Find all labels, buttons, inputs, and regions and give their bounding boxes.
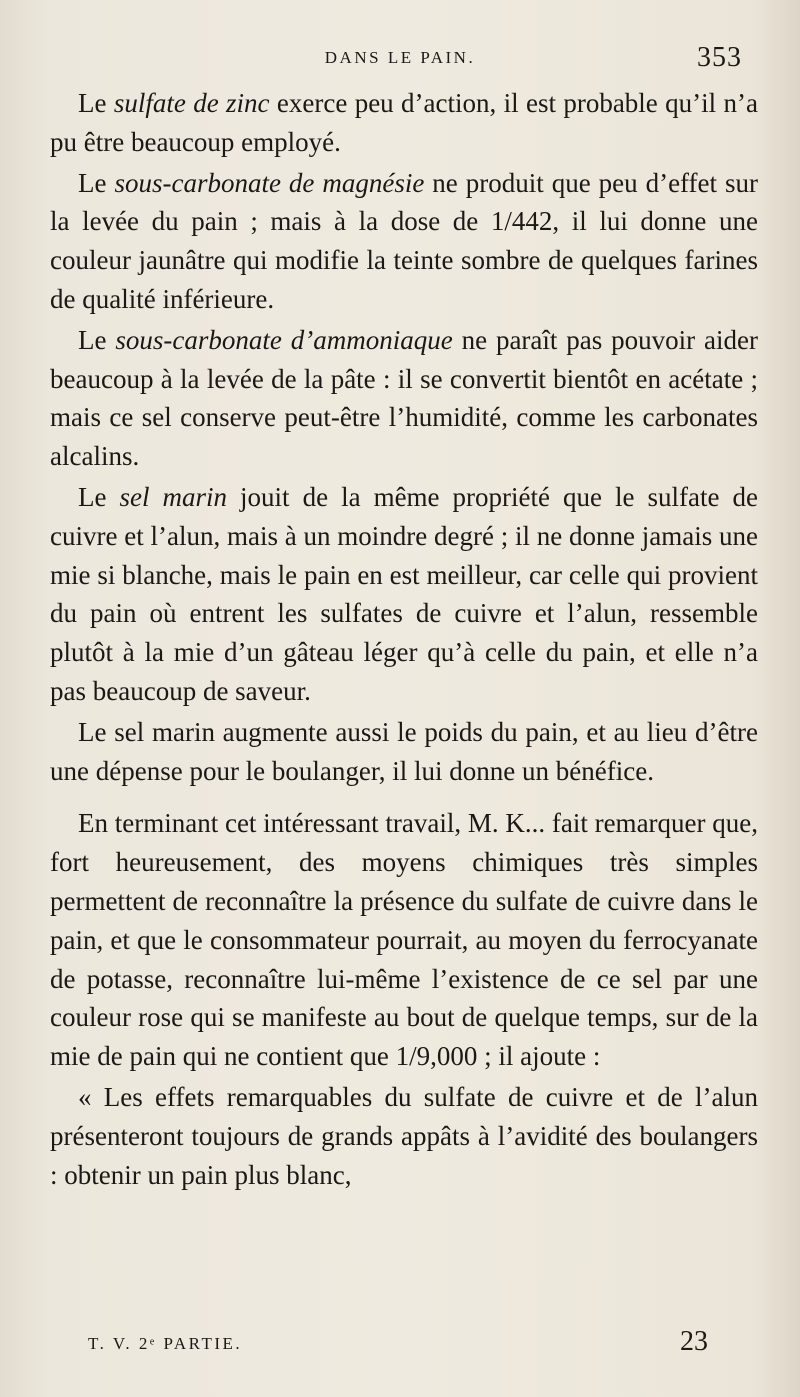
text-run: Le sel marin augmente aussi le poids du pain, et au lieu d’être une dépense pour le boulanger, il lui donne un bénéfice. (50, 716, 758, 786)
printer-signature: T. V. 2ᵉ PARTIE. (88, 1334, 243, 1353)
page-footer (88, 1326, 708, 1366)
italic-term: sous-carbonate de magnésie (114, 167, 425, 198)
paragraph (50, 84, 758, 162)
paragraph (50, 164, 758, 319)
italic-term: sulfate de zinc (113, 88, 270, 118)
running-head: DANS LE PAIN. (324, 48, 476, 67)
body-text (50, 84, 758, 1194)
paragraph (50, 321, 758, 476)
signature-mark: 23 (680, 1326, 708, 1357)
paragraph (50, 1078, 758, 1194)
text-run: jouit de la même propriété que le sulfate de cuivre et l’alun, mais à un moindre degré ; il ne donne jamais une mie si blanche, mais le pain en est meilleur, car celle qui provient du pain où entrent les sulfates de cuivre et l’alun, ressemble plutôt à la mie d’un gâteau léger qu’à celle du pain, et elle n’a pas beaucoup de saveur. (50, 481, 759, 706)
page-header (50, 40, 750, 80)
text-run: « Les effets remarquables du sulfate de cuivre et de l’alun présenteront toujours de grands appâts à l’avidité des boulangers : obtenir un pain plus blanc, (50, 1081, 758, 1190)
page-number: 353 (697, 42, 742, 73)
text-run: En terminant cet intéressant travail, M. K... fait remarquer que, fort heureusement, des moyens chimiques très simples permettent de reconnaître la présence du sulfate de cuivre dans le pain, et que le consommateur pourrait, au moyen du ferrocyanate de potasse, reconnaître lui-même l’existence de ce sel par une couleur rose qui se manifeste au bout de quelque temps, sur de la mie de pain qui ne contient que 1/9,000 ; il ajoute : (50, 808, 758, 1072)
text-run: ne produit que peu d’effet sur la levée du pain ; mais à la dose de 1/442, il lui donne une couleur jaunâtre qui modifie la teinte sombre de quelques farines de qualité inférieure. (50, 167, 758, 314)
paragraph (50, 478, 758, 711)
text-run: Le (78, 167, 115, 198)
text-run: exerce peu d’action, il est probable qu’il n’a pu être beaucoup employé. (50, 88, 758, 157)
text-run: ne paraît pas pouvoir aider beaucoup à la levée de la pâte : il se convertit bientôt en acétate ; mais ce sel conserve peut-être l’humidité, comme les carbonates alcalins. (50, 324, 758, 472)
paragraph (50, 713, 758, 791)
text-run: Le (78, 324, 116, 355)
text-run: Le (78, 481, 120, 512)
text-run: Le (78, 88, 114, 118)
italic-term: sous-carbonate d’ammoniaque (115, 324, 453, 355)
paragraph (50, 804, 758, 1076)
italic-term: sel marin (119, 481, 228, 512)
